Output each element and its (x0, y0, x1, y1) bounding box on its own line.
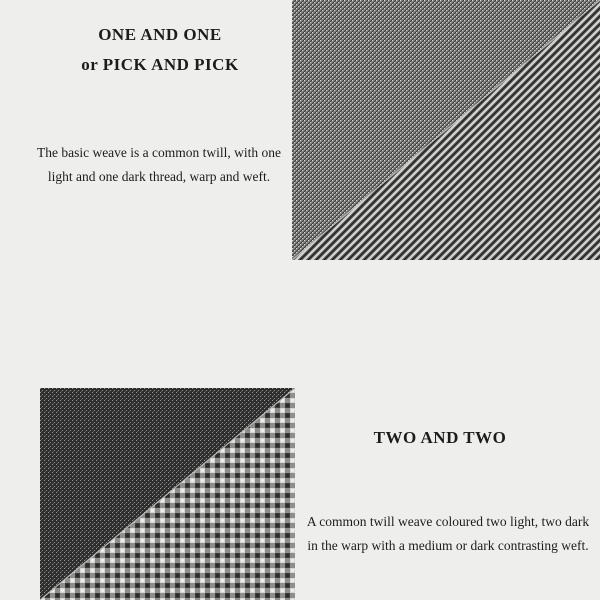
section1-title-line2: or PICK AND PICK (81, 55, 239, 74)
section2-description: A common twill weave coloured two light, two dark in the warp with a medium or dark contrasting weft. (306, 514, 590, 553)
fabric-swatch-two-and-two-icon (40, 388, 295, 600)
two-and-two-fabric-swatch-image (40, 388, 295, 600)
one-and-one-fabric-swatch-image (292, 0, 600, 260)
section2-title: TWO AND TWO (373, 428, 507, 447)
fabric-swatch-one-and-one-icon (292, 0, 600, 260)
section1-title (40, 20, 280, 80)
section1-description: The basic weave is a common twill, with one light and one dark thread, warp and weft. (36, 145, 282, 184)
section1-title-line1: ONE AND ONE (98, 25, 222, 44)
